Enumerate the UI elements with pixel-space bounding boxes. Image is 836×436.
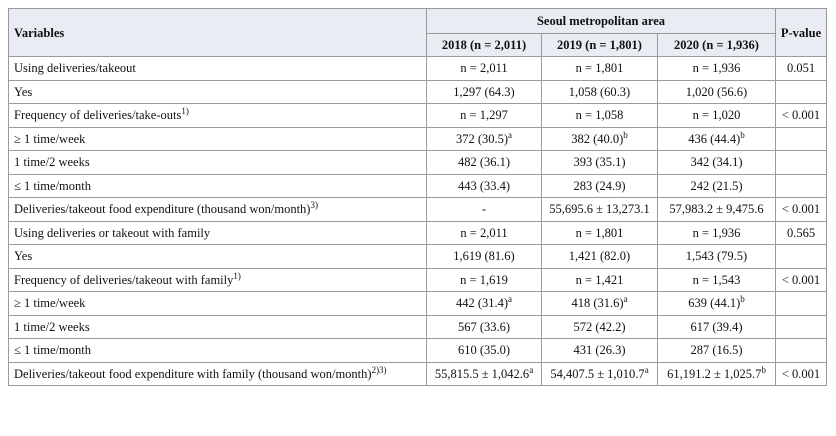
cell-pvalue [776, 245, 827, 269]
cell-value: 617 (39.4) [690, 319, 743, 334]
cell-2018 [427, 57, 542, 81]
row-variable [9, 151, 427, 175]
row-variable [9, 245, 427, 269]
cell-2019 [542, 57, 658, 81]
cell-value: n = 1,936 [692, 225, 741, 240]
table-container [8, 8, 827, 386]
cell-value: 572 (42.2) [573, 319, 626, 334]
significance-marker: b [623, 129, 628, 140]
cell-2020 [658, 128, 776, 152]
table-row [9, 128, 827, 152]
cell-value: 54,407.5 ± 1,010.7 [550, 366, 645, 381]
significance-marker: b [740, 129, 745, 140]
footnote-marker: 3) [310, 200, 318, 211]
row-variable-label: Frequency of deliveries/takeout with family [14, 272, 234, 287]
cell-2020 [658, 245, 776, 269]
row-variable-label: Using deliveries or takeout with family [14, 225, 211, 240]
cell-value: - [481, 202, 487, 217]
cell-2019 [542, 128, 658, 152]
cell-2020 [658, 175, 776, 199]
table-row [9, 222, 827, 246]
cell-2020 [658, 363, 776, 387]
footnote-marker: 2)3) [371, 364, 387, 375]
row-variable [9, 81, 427, 105]
cell-2019 [542, 292, 658, 316]
cell-2019 [542, 81, 658, 105]
row-variable-label: Using deliveries/takeout [14, 61, 136, 76]
table-row [9, 104, 827, 128]
cell-2020 [658, 222, 776, 246]
cell-2018 [427, 339, 542, 363]
row-variable [9, 198, 427, 222]
cell-value: 283 (24.9) [573, 178, 626, 193]
header-row [9, 9, 827, 34]
cell-pvalue: 0.565 [776, 222, 827, 246]
cell-2018 [427, 363, 542, 387]
cell-value: 418 (31.6) [571, 296, 624, 311]
significance-marker: b [761, 364, 766, 375]
significance-marker: a [644, 364, 649, 375]
cell-value: n = 1,297 [460, 108, 508, 123]
footnote-marker: 1) [181, 106, 189, 117]
row-variable-label: ≤ 1 time/month [14, 178, 91, 193]
cell-value: 567 (33.6) [457, 319, 511, 334]
cell-value: 639 (44.1) [688, 296, 741, 311]
cell-pvalue [776, 81, 827, 105]
cell-value: 287 (16.5) [690, 343, 743, 358]
cell-pvalue: 0.051 [776, 57, 827, 81]
row-variable-label: Yes [14, 84, 33, 99]
cell-2020 [658, 316, 776, 340]
cell-pvalue [776, 175, 827, 199]
cell-2020 [658, 292, 776, 316]
row-variable [9, 222, 427, 246]
table-row [9, 339, 827, 363]
cell-value: n = 1,936 [692, 61, 741, 76]
row-variable-label: 1 time/2 weeks [14, 155, 90, 170]
cell-value: 442 (31.4) [455, 296, 509, 311]
row-variable-label: ≤ 1 time/month [14, 343, 91, 358]
cell-2018 [427, 269, 542, 293]
table-row [9, 57, 827, 81]
cell-pvalue: < 0.001 [776, 104, 827, 128]
significance-marker: a [508, 129, 513, 140]
cell-2018 [427, 128, 542, 152]
cell-value: 1,619 (81.6) [453, 249, 515, 264]
table-body [9, 57, 827, 386]
cell-2019 [542, 198, 658, 222]
cell-pvalue: < 0.001 [776, 198, 827, 222]
cell-value: 610 (35.0) [457, 343, 511, 358]
row-variable [9, 339, 427, 363]
cell-2019 [542, 104, 658, 128]
cell-value: 382 (40.0) [571, 131, 624, 146]
header-year-2020: 2020 (n = 1,936) [658, 34, 776, 57]
row-variable [9, 316, 427, 340]
cell-value: 1,058 (60.3) [568, 84, 631, 99]
cell-2018 [427, 316, 542, 340]
cell-2019 [542, 245, 658, 269]
table-row [9, 151, 827, 175]
cell-2020 [658, 151, 776, 175]
significance-marker: a [508, 294, 513, 305]
header-year-2018: 2018 (n = 2,011) [427, 34, 542, 57]
significance-marker: a [529, 364, 534, 375]
table-row [9, 316, 827, 340]
cell-pvalue [776, 151, 827, 175]
cell-value: 1,543 (79.5) [685, 249, 748, 264]
cell-2019 [542, 222, 658, 246]
cell-value: 1,297 (64.3) [453, 84, 515, 99]
table-row [9, 175, 827, 199]
cell-value: 431 (26.3) [573, 343, 626, 358]
cell-2019 [542, 339, 658, 363]
cell-value: 393 (35.1) [573, 155, 626, 170]
cell-value: 342 (34.1) [690, 155, 743, 170]
header-year-2019: 2019 (n = 1,801) [542, 34, 658, 57]
cell-2020 [658, 269, 776, 293]
cell-value: n = 2,011 [460, 225, 508, 240]
row-variable [9, 128, 427, 152]
cell-pvalue [776, 128, 827, 152]
cell-value: n = 1,543 [692, 272, 741, 287]
cell-2019 [542, 363, 658, 387]
row-variable [9, 292, 427, 316]
table-row [9, 269, 827, 293]
cell-value: 242 (21.5) [690, 178, 743, 193]
row-variable-label: Deliveries/takeout food expenditure with family (thousand won/month) [14, 366, 372, 381]
cell-value: 443 (33.4) [457, 178, 511, 193]
cell-2018 [427, 198, 542, 222]
cell-value: 1,020 (56.6) [685, 84, 748, 99]
row-variable-label: Frequency of deliveries/take-outs [14, 108, 182, 123]
table-row [9, 292, 827, 316]
cell-value: n = 1,801 [575, 225, 624, 240]
cell-value: n = 2,011 [460, 61, 508, 76]
row-variable-label: Deliveries/takeout food expenditure (thousand won/month) [14, 202, 311, 217]
cell-2018 [427, 245, 542, 269]
cell-pvalue [776, 339, 827, 363]
cell-value: 372 (30.5) [455, 131, 509, 146]
row-variable-label: ≥ 1 time/week [14, 131, 86, 146]
data-table [8, 8, 827, 386]
cell-2018 [427, 175, 542, 199]
cell-value: n = 1,020 [692, 108, 741, 123]
cell-2020 [658, 339, 776, 363]
cell-2019 [542, 316, 658, 340]
cell-value: 55,815.5 ± 1,042.6 [434, 366, 530, 381]
row-variable [9, 363, 427, 387]
cell-2019 [542, 151, 658, 175]
cell-pvalue: < 0.001 [776, 363, 827, 387]
cell-2020 [658, 81, 776, 105]
significance-marker: b [740, 294, 745, 305]
row-variable [9, 57, 427, 81]
row-variable-label: 1 time/2 weeks [14, 319, 90, 334]
table-row [9, 245, 827, 269]
cell-2020 [658, 198, 776, 222]
row-variable-label: ≥ 1 time/week [14, 296, 86, 311]
cell-pvalue [776, 292, 827, 316]
cell-2019 [542, 269, 658, 293]
cell-pvalue [776, 316, 827, 340]
row-variable [9, 269, 427, 293]
cell-value: 436 (44.4) [688, 131, 741, 146]
cell-2018 [427, 222, 542, 246]
cell-2019 [542, 175, 658, 199]
header-pvalue: P-value [776, 9, 827, 57]
cell-value: n = 1,421 [575, 272, 624, 287]
table-row [9, 198, 827, 222]
cell-2018 [427, 104, 542, 128]
table-row [9, 81, 827, 105]
cell-value: n = 1,058 [575, 108, 624, 123]
cell-value: n = 1,801 [575, 61, 624, 76]
cell-2020 [658, 57, 776, 81]
cell-2020 [658, 104, 776, 128]
header-group: Seoul metropolitan area [427, 9, 776, 34]
cell-value: 61,191.2 ± 1,025.7 [667, 366, 762, 381]
row-variable [9, 104, 427, 128]
significance-marker: a [623, 294, 628, 305]
cell-value: n = 1,619 [460, 272, 508, 287]
cell-2018 [427, 81, 542, 105]
cell-value: 1,421 (82.0) [568, 249, 631, 264]
table-row [9, 363, 827, 387]
cell-value: 57,983.2 ± 9,475.6 [669, 202, 764, 217]
cell-2018 [427, 292, 542, 316]
header-variables: Variables [9, 9, 427, 57]
cell-value: 482 (36.1) [457, 155, 511, 170]
cell-2018 [427, 151, 542, 175]
cell-pvalue: < 0.001 [776, 269, 827, 293]
row-variable [9, 175, 427, 199]
row-variable-label: Yes [14, 249, 33, 264]
cell-value: 55,695.6 ± 13,273.1 [549, 202, 650, 217]
footnote-marker: 1) [233, 270, 241, 281]
